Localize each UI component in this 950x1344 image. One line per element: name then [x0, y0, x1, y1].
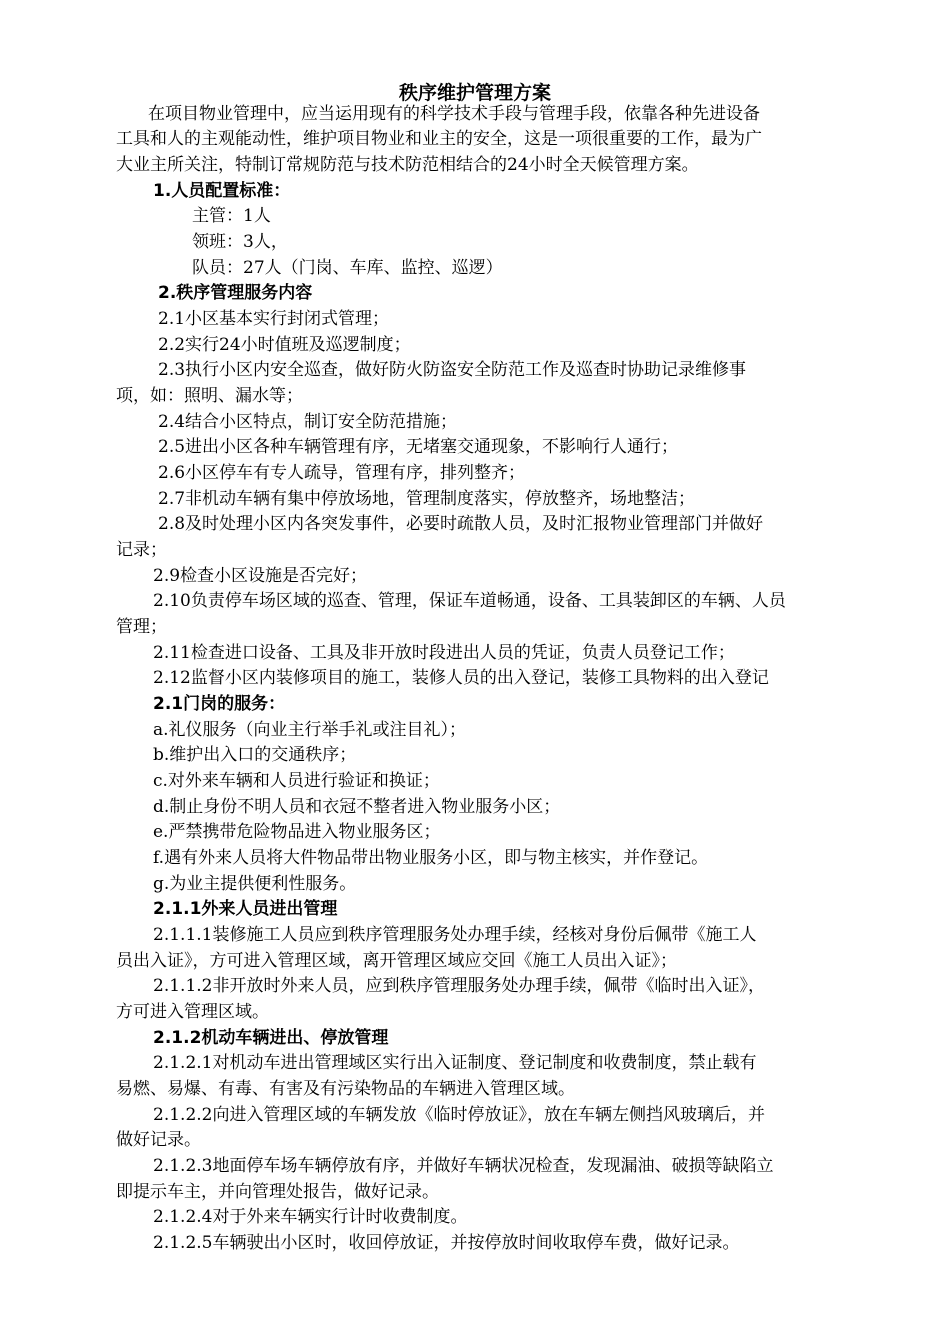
content-line: 2.10负责停车场区域的巡查、管理，保证车道畅通，设备、工具装卸区的车辆、人员: [153, 591, 786, 611]
staff-item: 主管：1人: [192, 206, 271, 226]
content-line: 员出入证》，方可进入管理区域，离开管理区域应交回《施工人员出入证》；: [116, 951, 677, 971]
content-line: 易燃、易爆、有毒、有害及有污染物品的车辆进入管理区域。: [116, 1079, 575, 1099]
content-line: 做好记录。: [116, 1130, 201, 1150]
content-line: 管理；: [116, 617, 167, 637]
content-line: c.对外来车辆和人员进行验证和换证；: [153, 771, 440, 791]
content-line: 2.11检查进口设备、工具及非开放时段进出人员的凭证，负责人员登记工作；: [153, 643, 735, 663]
content-line: 即提示车主，并向管理处报告，做好记录。: [116, 1182, 439, 1202]
content-line: d.制止身份不明人员和衣冠不整者进入物业服务小区；: [153, 797, 561, 817]
content-line: g.为业主提供便利性服务。: [153, 874, 357, 894]
staff-item: 领班：3人，: [192, 232, 288, 252]
content-line: 2.12监督小区内装修项目的施工，装修人员的出入登记，装修工具物料的出入登记: [153, 668, 769, 688]
content-line: 2.1.2.2向进入管理区域的车辆发放《临时停放证》，放在车辆左侧挡风玻璃后，并: [153, 1105, 765, 1125]
section-heading: 2.1门岗的服务：: [153, 694, 286, 714]
content-line: 2.1.2.5车辆驶出小区时，收回停放证，并按停放时间收取停车费，做好记录。: [153, 1233, 740, 1253]
content-line: 记录；: [116, 540, 167, 560]
content-line: 2.9检查小区设施是否完好；: [153, 566, 368, 586]
staff-item: 队员：27人（门岗、车库、监控、巡逻）: [192, 258, 503, 278]
intro-line: 工具和人的主观能动性，维护项目物业和业主的安全，这是一项很重要的工作，最为广: [116, 129, 762, 149]
content-line: 2.1.2.3地面停车场车辆停放有序，并做好车辆状况检查，发现漏油、破损等缺陷立: [153, 1156, 774, 1176]
content-line: 2.1.1.1装修施工人员应到秩序管理服务处办理手续，经核对身份后佩带《施工人: [153, 925, 757, 945]
section-heading: 2.秩序管理服务内容: [158, 283, 313, 303]
content-line: 2.8及时处理小区内各突发事件，必要时疏散人员，及时汇报物业管理部门并做好: [158, 514, 764, 534]
document-title: 秩序维护管理方案: [398, 82, 551, 104]
content-line: 2.1.1.2非开放时外来人员，应到秩序管理服务处办理手续，佩带《临时出入证》，: [153, 976, 765, 996]
content-line: 方可进入管理区域。: [116, 1002, 269, 1022]
content-line: 2.1小区基本实行封闭式管理；: [158, 309, 390, 329]
content-line: b.维护出入口的交通秩序；: [153, 745, 357, 765]
content-line: 2.4结合小区特点，制订安全防范措施；: [158, 412, 458, 432]
content-line: 2.1.2.4对于外来车辆实行计时收费制度。: [153, 1207, 468, 1227]
content-line: 2.2实行24小时值班及巡逻制度；: [158, 335, 411, 355]
content-line: a.礼仪服务（向业主行举手礼或注目礼）；: [153, 720, 467, 740]
content-line: 2.3执行小区内安全巡查，做好防火防盗安全防范工作及巡查时协助记录维修事: [158, 360, 747, 380]
content-line: e.严禁携带危险物品进入物业服务区；: [153, 822, 441, 842]
section-heading: 2.1.2机动车辆进出、停放管理: [153, 1028, 389, 1048]
intro-line: 在项目物业管理中，应当运用现有的科学技术手段与管理手段，依靠各种先进设备: [148, 104, 760, 124]
content-line: 2.7非机动车辆有集中停放场地，管理制度落实，停放整齐，场地整洁；: [158, 489, 696, 509]
intro-line: 大业主所关注，特制订常规防范与技术防范相结合的24小时全天候管理方案。: [116, 155, 699, 175]
content-line: 2.1.2.1对机动车进出管理域区实行出入证制度、登记制度和收费制度，禁止载有: [153, 1053, 757, 1073]
section-heading: 1.人员配置标准：: [153, 181, 291, 201]
content-line: 项，如：照明、漏水等；: [116, 386, 303, 406]
content-line: f.遇有外来人员将大件物品带出物业服务小区，即与物主核实，并作登记。: [153, 848, 709, 868]
content-line: 2.5进出小区各种车辆管理有序，无堵塞交通现象，不影响行人通行；: [158, 437, 679, 457]
section-heading: 2.1.1外来人员进出管理: [153, 899, 338, 919]
content-line: 2.6小区停车有专人疏导，管理有序，排列整齐；: [158, 463, 526, 483]
